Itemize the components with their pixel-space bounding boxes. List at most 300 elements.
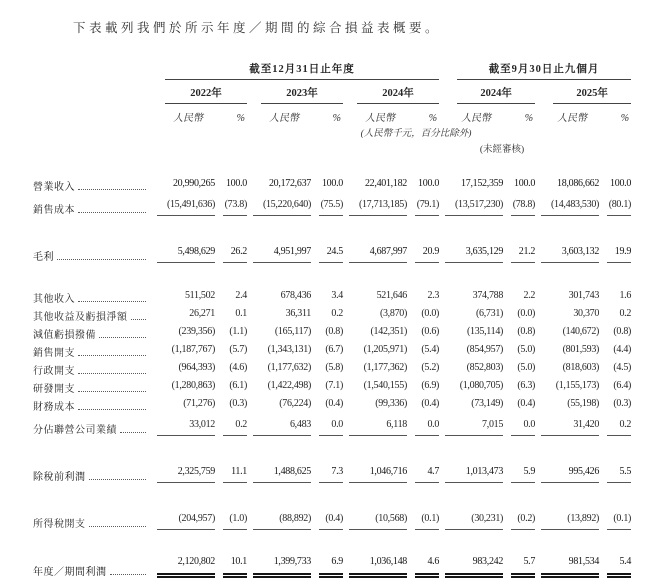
row-label-cell bbox=[33, 359, 151, 377]
table-row bbox=[33, 507, 631, 530]
percent-cell bbox=[215, 240, 247, 263]
amount-cell bbox=[151, 240, 215, 263]
cell-value: 22,401,182 bbox=[364, 178, 407, 189]
percent-cell bbox=[311, 287, 343, 305]
cell-value: 374,788 bbox=[472, 290, 504, 301]
amount-cell bbox=[535, 460, 599, 483]
percent-cell bbox=[215, 460, 247, 483]
row-label bbox=[33, 421, 151, 436]
amount-cell bbox=[439, 554, 503, 578]
amount-cell bbox=[535, 359, 599, 377]
row-label-cell bbox=[33, 554, 151, 578]
amount-cell bbox=[343, 460, 407, 483]
amount-cell bbox=[439, 323, 503, 341]
percent-cell bbox=[407, 193, 439, 216]
percent-cell bbox=[599, 240, 631, 263]
cell-value: 7,015 bbox=[445, 417, 503, 436]
cell-value: (1,177,362) bbox=[363, 362, 407, 373]
cell-value: (6.1) bbox=[229, 380, 247, 391]
percent-cell bbox=[599, 323, 631, 341]
amount-cell bbox=[439, 377, 503, 395]
percent-cell bbox=[599, 359, 631, 377]
cell-value: (0.6) bbox=[421, 326, 440, 337]
cell-value: 10.1 bbox=[223, 554, 247, 578]
percent-cell bbox=[215, 175, 247, 193]
amount-cell bbox=[247, 323, 311, 341]
percent-cell bbox=[407, 413, 439, 436]
cell-value: 20,172,637 bbox=[268, 178, 311, 189]
leader-dots bbox=[99, 337, 146, 338]
cell-value: 0.2 bbox=[331, 308, 343, 319]
cell-value: (1,187,767) bbox=[171, 344, 215, 355]
row-label-cell bbox=[33, 193, 151, 216]
amount-cell bbox=[535, 395, 599, 413]
row-label-text: 減值虧損撥備 bbox=[33, 330, 96, 341]
cell-value: 981,534 bbox=[541, 554, 599, 578]
cell-value: (0.0) bbox=[517, 308, 536, 319]
year-header-2024-9m: 2024年 bbox=[457, 85, 535, 104]
amount-cell bbox=[535, 413, 599, 436]
amount-cell bbox=[439, 193, 503, 216]
cell-value: (1.1) bbox=[229, 326, 247, 337]
percent-cell bbox=[503, 305, 535, 323]
row-label-cell bbox=[33, 413, 151, 436]
cell-value: (1,422,498) bbox=[267, 380, 311, 391]
section-spacer-cell bbox=[33, 483, 631, 507]
cell-value: (79.1) bbox=[415, 197, 439, 216]
amount-cell bbox=[151, 323, 215, 341]
percent-cell bbox=[215, 377, 247, 395]
percent-cell bbox=[599, 554, 631, 578]
percent-cell bbox=[407, 341, 439, 359]
percent-cell bbox=[215, 305, 247, 323]
percent-cell bbox=[503, 240, 535, 263]
amount-cell bbox=[535, 377, 599, 395]
amount-cell bbox=[343, 323, 407, 341]
cell-value: 100.0 bbox=[514, 178, 536, 189]
row-label-text: 營業收入 bbox=[33, 182, 75, 193]
row-label bbox=[33, 362, 151, 377]
cell-value: (71,276) bbox=[183, 398, 215, 409]
amount-cell bbox=[247, 287, 311, 305]
cell-value: 0.2 bbox=[223, 417, 247, 436]
table-row bbox=[33, 395, 631, 413]
cell-value: (0.8) bbox=[325, 326, 343, 337]
cell-value: (0.4) bbox=[517, 398, 536, 409]
section-spacer-cell bbox=[33, 216, 631, 240]
percent-cell bbox=[407, 287, 439, 305]
cell-value: (3,870) bbox=[379, 308, 407, 319]
percent-cell bbox=[215, 554, 247, 578]
leader-dots bbox=[110, 574, 147, 575]
amount-cell bbox=[535, 507, 599, 530]
currency-header: 人民幣 bbox=[461, 113, 492, 124]
table-row bbox=[33, 175, 631, 193]
cell-value: 17,152,359 bbox=[461, 178, 504, 189]
cell-value: (1,155,173) bbox=[555, 380, 600, 391]
cell-value: 20.9 bbox=[415, 244, 439, 263]
amount-cell bbox=[439, 413, 503, 436]
cell-value: (14,483,530) bbox=[541, 197, 599, 216]
cell-value: (13,892) bbox=[541, 511, 599, 530]
percent-cell bbox=[503, 554, 535, 578]
cell-value: 30,370 bbox=[573, 308, 600, 319]
cell-value: (801,593) bbox=[562, 344, 600, 355]
table-row bbox=[33, 240, 631, 263]
year-header-2024: 2024年 bbox=[357, 85, 439, 104]
unit-note: (人民幣千元，百分比除外) bbox=[360, 129, 472, 139]
cell-value: (5.0) bbox=[517, 362, 536, 373]
percent-cell bbox=[407, 377, 439, 395]
cell-value: (135,114) bbox=[466, 326, 504, 337]
leader-dots bbox=[78, 212, 146, 213]
amount-cell bbox=[439, 341, 503, 359]
amount-cell bbox=[247, 341, 311, 359]
amount-cell bbox=[343, 413, 407, 436]
cell-value: 2.3 bbox=[427, 290, 440, 301]
row-label bbox=[33, 308, 151, 323]
amount-cell bbox=[535, 341, 599, 359]
percent-header: % bbox=[236, 113, 245, 124]
cell-value: 19.9 bbox=[607, 244, 631, 263]
cell-value: (30,231) bbox=[445, 511, 503, 530]
header-spacer bbox=[535, 139, 631, 175]
cell-value: (6,731) bbox=[476, 308, 504, 319]
currency-header: 人民幣 bbox=[173, 113, 203, 124]
intro-paragraph: 下表載列我們於所示年度／期間的綜合損益表概要。 bbox=[73, 21, 442, 35]
row-label-text: 其他收益及虧損淨額 bbox=[33, 312, 128, 323]
cell-value: (1,205,971) bbox=[363, 344, 407, 355]
cell-value: 31,420 bbox=[541, 417, 599, 436]
cell-value: (75.5) bbox=[319, 197, 343, 216]
row-label-cell bbox=[33, 377, 151, 395]
percent-cell bbox=[599, 287, 631, 305]
section-spacer-cell bbox=[33, 263, 631, 287]
row-label bbox=[33, 380, 151, 395]
leader-dots bbox=[131, 319, 147, 320]
amount-cell bbox=[343, 240, 407, 263]
year-header-2022: 2022年 bbox=[165, 85, 247, 104]
cell-value: (5.8) bbox=[325, 362, 343, 373]
percent-header: % bbox=[332, 113, 341, 124]
amount-cell bbox=[343, 507, 407, 530]
amount-cell bbox=[151, 460, 215, 483]
amount-cell bbox=[247, 240, 311, 263]
amount-cell bbox=[439, 240, 503, 263]
amount-cell bbox=[535, 193, 599, 216]
percent-cell bbox=[311, 554, 343, 578]
cell-value: (6.7) bbox=[325, 344, 343, 355]
percent-cell bbox=[503, 193, 535, 216]
percent-cell bbox=[311, 323, 343, 341]
leader-dots bbox=[89, 479, 147, 480]
unaudited-note-row bbox=[33, 139, 631, 175]
amount-cell bbox=[247, 460, 311, 483]
table-row bbox=[33, 323, 631, 341]
cell-value: 1,013,473 bbox=[445, 464, 503, 483]
amount-cell bbox=[151, 175, 215, 193]
year-header-2023: 2023年 bbox=[261, 85, 343, 104]
cell-value: 2.2 bbox=[523, 290, 536, 301]
cell-value: 100.0 bbox=[610, 178, 632, 189]
cell-value: (0.8) bbox=[517, 326, 536, 337]
cell-value: (17,713,185) bbox=[349, 197, 407, 216]
percent-cell bbox=[215, 193, 247, 216]
cell-value: (142,351) bbox=[370, 326, 407, 337]
percent-cell bbox=[503, 413, 535, 436]
percent-header: % bbox=[524, 113, 534, 124]
table-row bbox=[33, 341, 631, 359]
leader-dots bbox=[78, 355, 146, 356]
cell-value: (6.3) bbox=[517, 380, 536, 391]
header-spacer bbox=[33, 124, 151, 139]
row-label bbox=[33, 248, 151, 263]
percent-cell bbox=[215, 395, 247, 413]
leader-dots bbox=[78, 373, 146, 374]
row-label bbox=[33, 326, 151, 341]
cell-value: (78.8) bbox=[511, 197, 535, 216]
cell-value: 4,951,997 bbox=[253, 244, 311, 263]
cell-value: (55,198) bbox=[567, 398, 600, 409]
row-label bbox=[33, 563, 151, 578]
section-spacer bbox=[33, 436, 631, 460]
cell-value: (76,224) bbox=[279, 398, 311, 409]
percent-cell bbox=[599, 395, 631, 413]
amount-cell bbox=[343, 395, 407, 413]
percent-cell bbox=[503, 323, 535, 341]
cell-value: 2,325,759 bbox=[157, 464, 215, 483]
percent-cell bbox=[503, 460, 535, 483]
cell-value: 511,502 bbox=[184, 290, 215, 301]
table-row bbox=[33, 359, 631, 377]
cell-value: (1,280,863) bbox=[171, 380, 215, 391]
amount-cell bbox=[151, 554, 215, 578]
header-spacer bbox=[33, 104, 151, 124]
cell-value: (0.2) bbox=[511, 511, 535, 530]
amount-cell bbox=[151, 305, 215, 323]
cell-value: 0.0 bbox=[511, 417, 535, 436]
amount-cell bbox=[151, 287, 215, 305]
income-statement-table bbox=[33, 60, 631, 578]
amount-cell bbox=[247, 175, 311, 193]
cell-value: (73.8) bbox=[223, 197, 247, 216]
percent-cell bbox=[311, 395, 343, 413]
cell-value: 0.1 bbox=[235, 308, 247, 319]
table-row bbox=[33, 287, 631, 305]
cell-value: 995,426 bbox=[541, 464, 599, 483]
cell-value: 678,436 bbox=[280, 290, 311, 301]
amount-cell bbox=[343, 377, 407, 395]
table-row bbox=[33, 377, 631, 395]
cell-value: (239,356) bbox=[178, 326, 215, 337]
cell-value: 1.6 bbox=[619, 290, 632, 301]
cell-value: 983,242 bbox=[445, 554, 503, 578]
percent-cell bbox=[503, 175, 535, 193]
percent-cell bbox=[599, 193, 631, 216]
section-spacer bbox=[33, 483, 631, 507]
cell-value: 100.0 bbox=[225, 178, 247, 189]
percent-cell bbox=[503, 287, 535, 305]
leader-dots bbox=[78, 409, 146, 410]
cell-value: 100.0 bbox=[418, 178, 440, 189]
cell-value: 21.2 bbox=[511, 244, 535, 263]
row-label bbox=[33, 290, 151, 305]
cell-value: (1,177,632) bbox=[267, 362, 311, 373]
row-label-text: 毛利 bbox=[33, 252, 54, 263]
row-label-cell bbox=[33, 240, 151, 263]
amount-cell bbox=[151, 377, 215, 395]
percent-cell bbox=[503, 359, 535, 377]
cell-value: 5.9 bbox=[511, 464, 535, 483]
row-label bbox=[33, 178, 151, 193]
cell-value: 6,118 bbox=[349, 417, 407, 436]
percent-cell bbox=[311, 305, 343, 323]
amount-cell bbox=[535, 287, 599, 305]
header-spacer bbox=[33, 139, 439, 175]
cell-value: (0.3) bbox=[613, 398, 632, 409]
row-label-cell bbox=[33, 323, 151, 341]
amount-cell bbox=[343, 554, 407, 578]
percent-cell bbox=[407, 305, 439, 323]
percent-cell bbox=[407, 240, 439, 263]
cell-value: (10,568) bbox=[349, 511, 407, 530]
cell-value: (13,517,230) bbox=[445, 197, 503, 216]
percent-cell bbox=[311, 193, 343, 216]
table-row bbox=[33, 460, 631, 483]
cell-value: (140,672) bbox=[562, 326, 600, 337]
cell-value: 5.5 bbox=[607, 464, 631, 483]
percent-cell bbox=[407, 460, 439, 483]
row-label-text: 研發開支 bbox=[33, 384, 75, 395]
row-label bbox=[33, 344, 151, 359]
cell-value: 4,687,997 bbox=[349, 244, 407, 263]
cell-value: (0.1) bbox=[607, 511, 631, 530]
row-label bbox=[33, 398, 151, 413]
leader-dots bbox=[89, 526, 147, 527]
amount-cell bbox=[151, 359, 215, 377]
section-spacer bbox=[33, 216, 631, 240]
cell-value: 24.5 bbox=[319, 244, 343, 263]
cell-value: 5.7 bbox=[511, 554, 535, 578]
cell-value: (1,080,705) bbox=[459, 380, 504, 391]
row-label bbox=[33, 468, 151, 483]
percent-cell bbox=[215, 413, 247, 436]
section-spacer bbox=[33, 263, 631, 287]
cell-value: (1.0) bbox=[223, 511, 247, 530]
section-spacer-cell bbox=[33, 436, 631, 460]
amount-cell bbox=[343, 287, 407, 305]
period-group-annual: 截至12月31日止年度 bbox=[165, 61, 439, 80]
amount-cell bbox=[343, 359, 407, 377]
cell-value: (0.3) bbox=[229, 398, 247, 409]
cell-value: 100.0 bbox=[321, 178, 343, 189]
cell-value: (4.4) bbox=[613, 344, 632, 355]
cell-value: (80.1) bbox=[607, 197, 631, 216]
leader-dots bbox=[120, 432, 146, 433]
percent-cell bbox=[599, 413, 631, 436]
cell-value: (0.4) bbox=[325, 398, 343, 409]
row-label-text: 財務成本 bbox=[33, 402, 75, 413]
row-label bbox=[33, 515, 151, 530]
cell-value: (0.8) bbox=[613, 326, 632, 337]
cell-value: 2,120,802 bbox=[157, 554, 215, 578]
year-header-row bbox=[33, 80, 631, 104]
percent-cell bbox=[311, 175, 343, 193]
amount-cell bbox=[247, 395, 311, 413]
cell-value: 6.9 bbox=[319, 554, 343, 578]
cell-value: (204,957) bbox=[157, 511, 215, 530]
amount-cell bbox=[151, 507, 215, 530]
section-spacer-cell bbox=[33, 530, 631, 554]
percent-cell bbox=[407, 507, 439, 530]
amount-cell bbox=[151, 341, 215, 359]
row-label-text: 行政開支 bbox=[33, 366, 75, 377]
cell-value: 36,311 bbox=[285, 308, 311, 319]
cell-value: (6.9) bbox=[421, 380, 440, 391]
cell-value: (1,343,131) bbox=[267, 344, 311, 355]
cell-value: (5.7) bbox=[229, 344, 247, 355]
cell-value: 6,483 bbox=[253, 417, 311, 436]
row-label-text: 銷售成本 bbox=[33, 205, 75, 216]
amount-cell bbox=[439, 359, 503, 377]
amount-cell bbox=[343, 341, 407, 359]
cell-value: 3,635,129 bbox=[445, 244, 503, 263]
cell-value: (88,892) bbox=[253, 511, 311, 530]
amount-cell bbox=[151, 193, 215, 216]
amount-cell bbox=[151, 395, 215, 413]
amount-cell bbox=[439, 460, 503, 483]
percent-cell bbox=[503, 507, 535, 530]
amount-cell bbox=[343, 305, 407, 323]
leader-dots bbox=[78, 301, 146, 302]
cell-value: 521,646 bbox=[376, 290, 407, 301]
cell-value: (852,803) bbox=[466, 362, 504, 373]
percent-cell bbox=[599, 507, 631, 530]
header-spacer bbox=[33, 80, 151, 104]
percent-cell bbox=[503, 377, 535, 395]
percent-cell bbox=[215, 359, 247, 377]
percent-cell bbox=[503, 395, 535, 413]
year-header-2025-9m: 2025年 bbox=[553, 85, 631, 104]
amount-cell bbox=[247, 377, 311, 395]
row-label-text: 其他收入 bbox=[33, 294, 75, 305]
amount-cell bbox=[247, 413, 311, 436]
cell-value: (6.4) bbox=[613, 380, 632, 391]
amount-cell bbox=[247, 554, 311, 578]
cell-value: 1,488,625 bbox=[253, 464, 311, 483]
row-label-cell bbox=[33, 175, 151, 193]
percent-cell bbox=[311, 359, 343, 377]
cell-value: (0.1) bbox=[415, 511, 439, 530]
percent-cell bbox=[311, 507, 343, 530]
subheader-row bbox=[33, 104, 631, 124]
percent-cell bbox=[311, 460, 343, 483]
cell-value: 1,046,716 bbox=[349, 464, 407, 483]
period-group-row bbox=[33, 60, 631, 80]
percent-cell bbox=[599, 460, 631, 483]
cell-value: (0.4) bbox=[319, 511, 343, 530]
percent-cell bbox=[407, 359, 439, 377]
amount-cell bbox=[343, 193, 407, 216]
row-label-text: 除稅前利潤 bbox=[33, 472, 86, 483]
cell-value: 0.2 bbox=[619, 308, 632, 319]
currency-header: 人民幣 bbox=[365, 113, 395, 124]
row-label-cell bbox=[33, 395, 151, 413]
cell-value: (0.4) bbox=[421, 398, 440, 409]
amount-cell bbox=[535, 554, 599, 578]
cell-value: (818,603) bbox=[562, 362, 600, 373]
cell-value: 3.4 bbox=[331, 290, 343, 301]
